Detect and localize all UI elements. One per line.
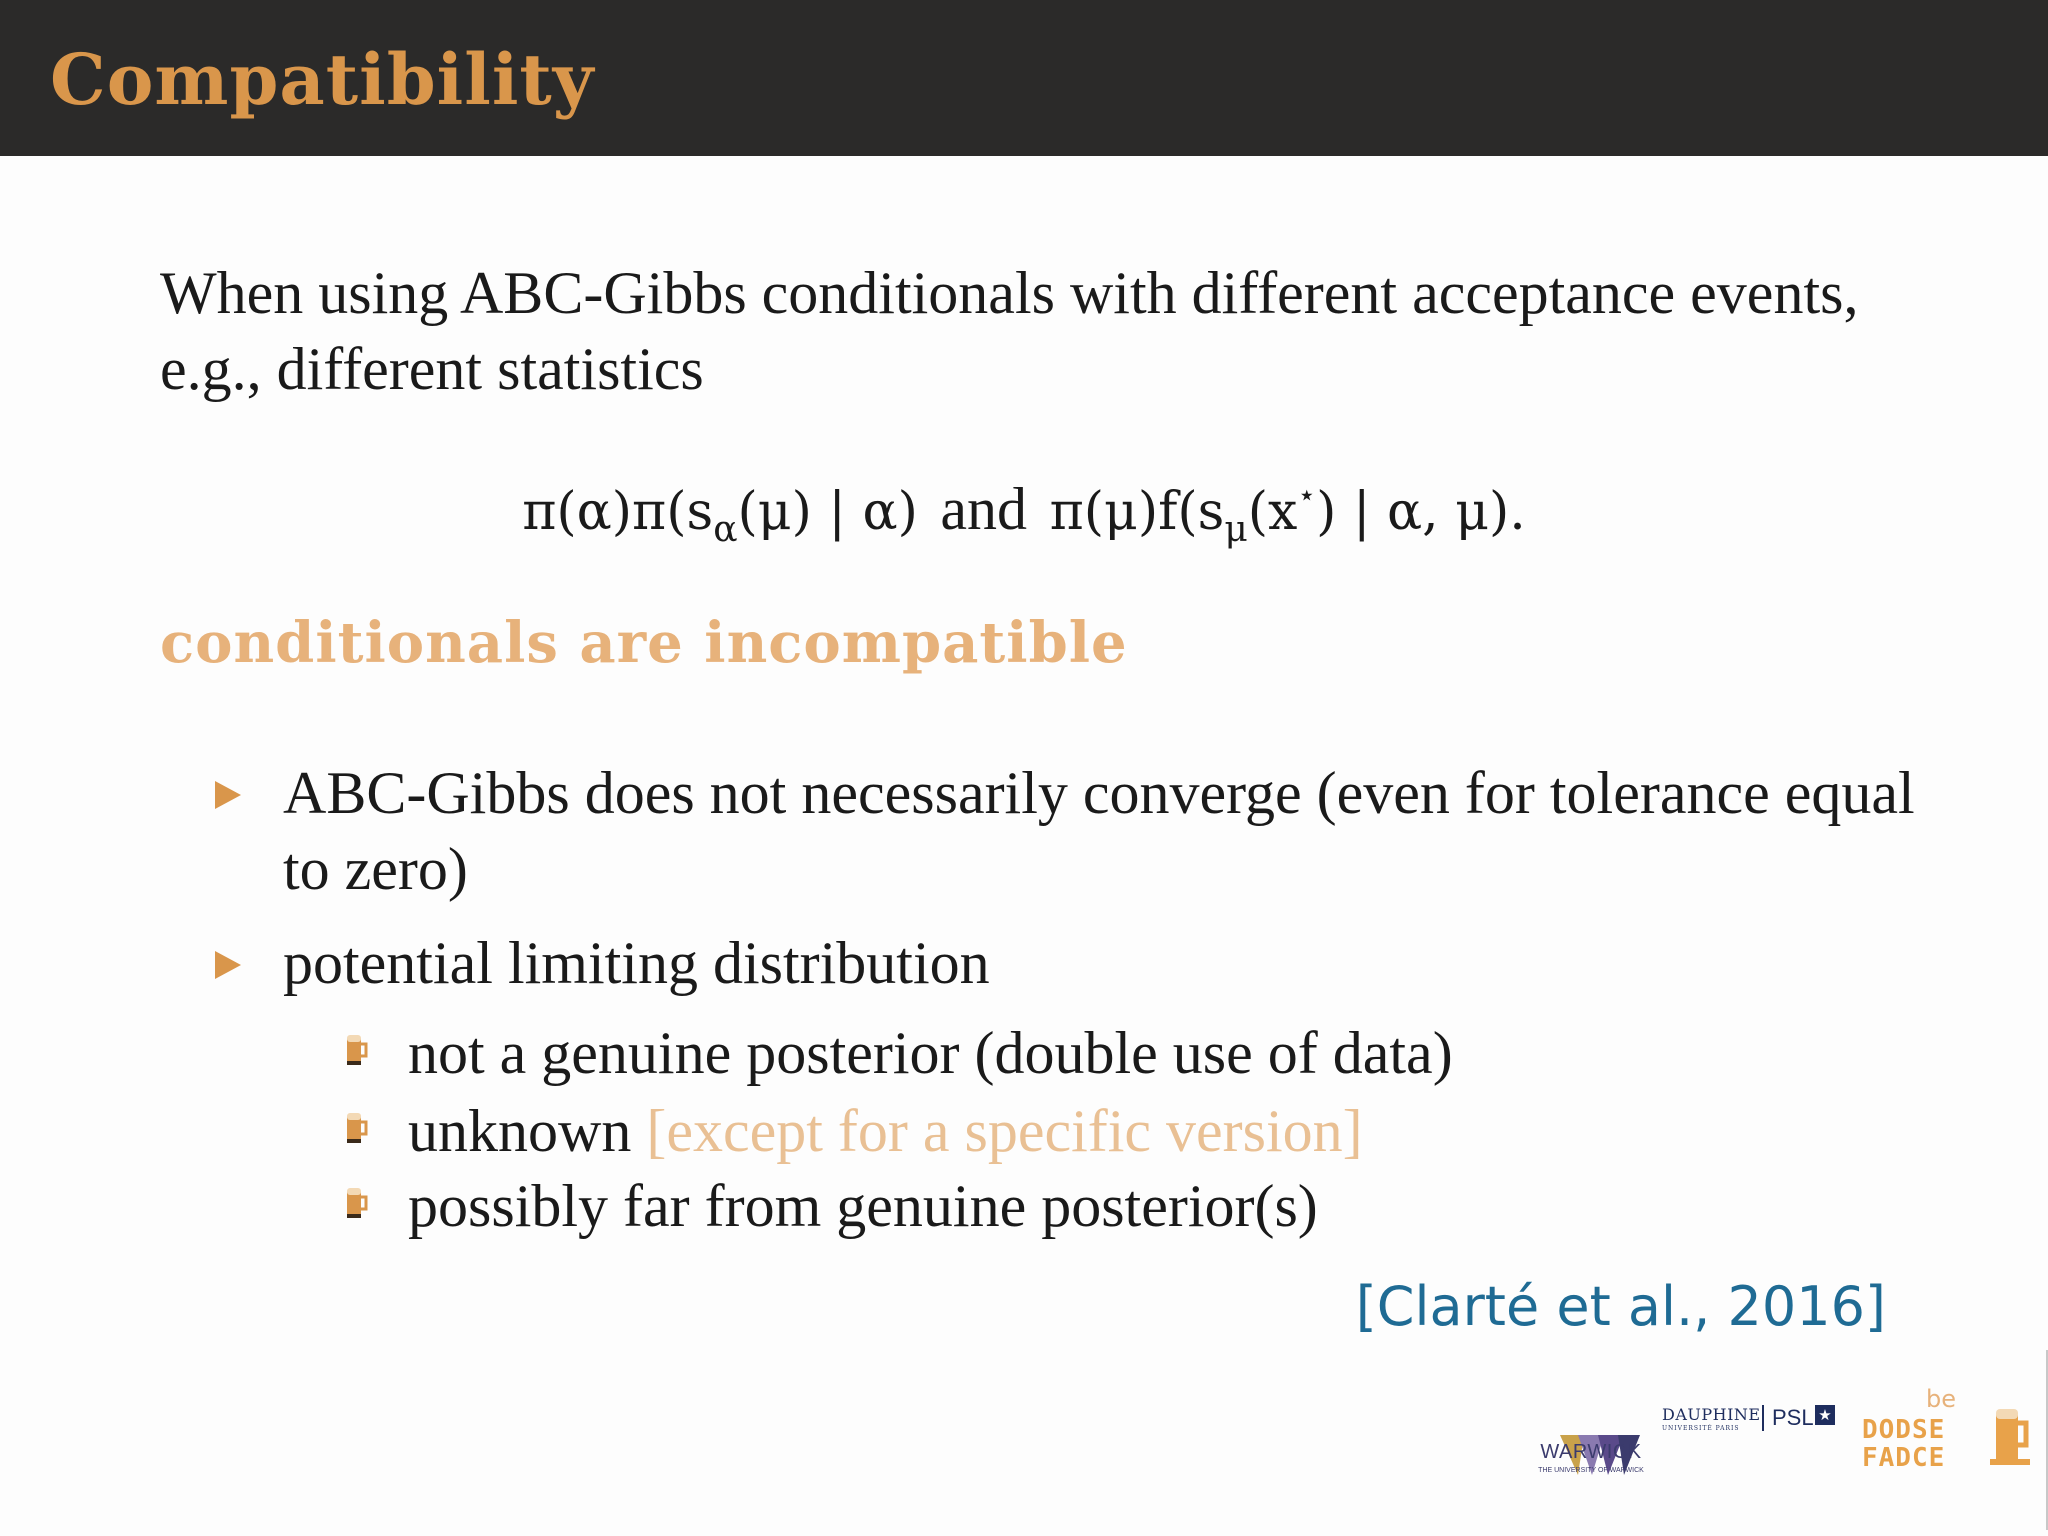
subbullet-text bbox=[408, 1093, 1363, 1169]
logo-divider bbox=[1762, 1405, 1764, 1431]
dauphine-sub: UNIVERSITÉ PARIS bbox=[1662, 1425, 1740, 1432]
warwick-label: WARWICK bbox=[1540, 1441, 1642, 1463]
equation-right-mid: (x bbox=[1247, 482, 1298, 542]
equation-right-rest: ) | α, μ). bbox=[1316, 482, 1526, 542]
warwick-sub: THE UNIVERSITY OF WARWICK bbox=[1538, 1467, 1644, 1474]
triangle-bullet-icon bbox=[215, 951, 241, 979]
triangle-bullet-icon bbox=[215, 781, 241, 809]
subbullet-text: possibly far from genuine posterior(s) bbox=[408, 1173, 1318, 1239]
dauphine-logo: DAUPHINE bbox=[1662, 1405, 1761, 1424]
subbullet-main: unknown bbox=[408, 1098, 632, 1164]
citation: [Clarté et al., 2016] bbox=[1355, 1275, 1886, 1338]
equation-left-rest: (μ) | α) bbox=[737, 482, 918, 542]
be-logo-line-2: DODSE bbox=[1862, 1415, 1946, 1445]
equation-right-part: π(μ)f(s bbox=[1049, 482, 1225, 542]
equation-right-sup: ⋆ bbox=[1297, 478, 1317, 513]
intro-text: When using ABC-Gibbs conditionals with different acceptance events, e.g., different statistics bbox=[160, 260, 1859, 402]
equation bbox=[0, 475, 2048, 550]
slide-title: Compatibility bbox=[50, 38, 595, 121]
bullet-text: ABC-Gibbs does not necessarily converge (even for tolerance equal to zero) bbox=[283, 760, 1915, 902]
equation-left-part: π(α)π(s bbox=[522, 482, 714, 542]
beer-mug-icon bbox=[344, 1033, 370, 1067]
psl-logo: PSL bbox=[1772, 1405, 1814, 1430]
be-logo-mug-icon bbox=[1990, 1405, 2030, 1475]
subbullet-muted-note: [except for a specific version] bbox=[646, 1098, 1363, 1164]
be-logo-line-1: be bbox=[1926, 1385, 1956, 1413]
psl-star-icon: ★ bbox=[1815, 1405, 1835, 1425]
equation-right-sub: μ bbox=[1224, 509, 1248, 550]
beer-mug-icon bbox=[344, 1186, 370, 1220]
subbullet-text: not a genuine posterior (double use of data) bbox=[408, 1020, 1453, 1086]
equation-left-sub: α bbox=[713, 509, 738, 550]
header-bar bbox=[0, 0, 2048, 156]
footer-logos bbox=[1520, 1385, 2040, 1525]
be-logo-line-3: FADCE bbox=[1862, 1443, 1946, 1473]
beer-mug-icon bbox=[344, 1111, 370, 1145]
equation-connector: and bbox=[940, 476, 1028, 542]
bullet-text: potential limiting distribution bbox=[283, 930, 990, 996]
alert-heading: conditionals are incompatible bbox=[160, 610, 1128, 676]
